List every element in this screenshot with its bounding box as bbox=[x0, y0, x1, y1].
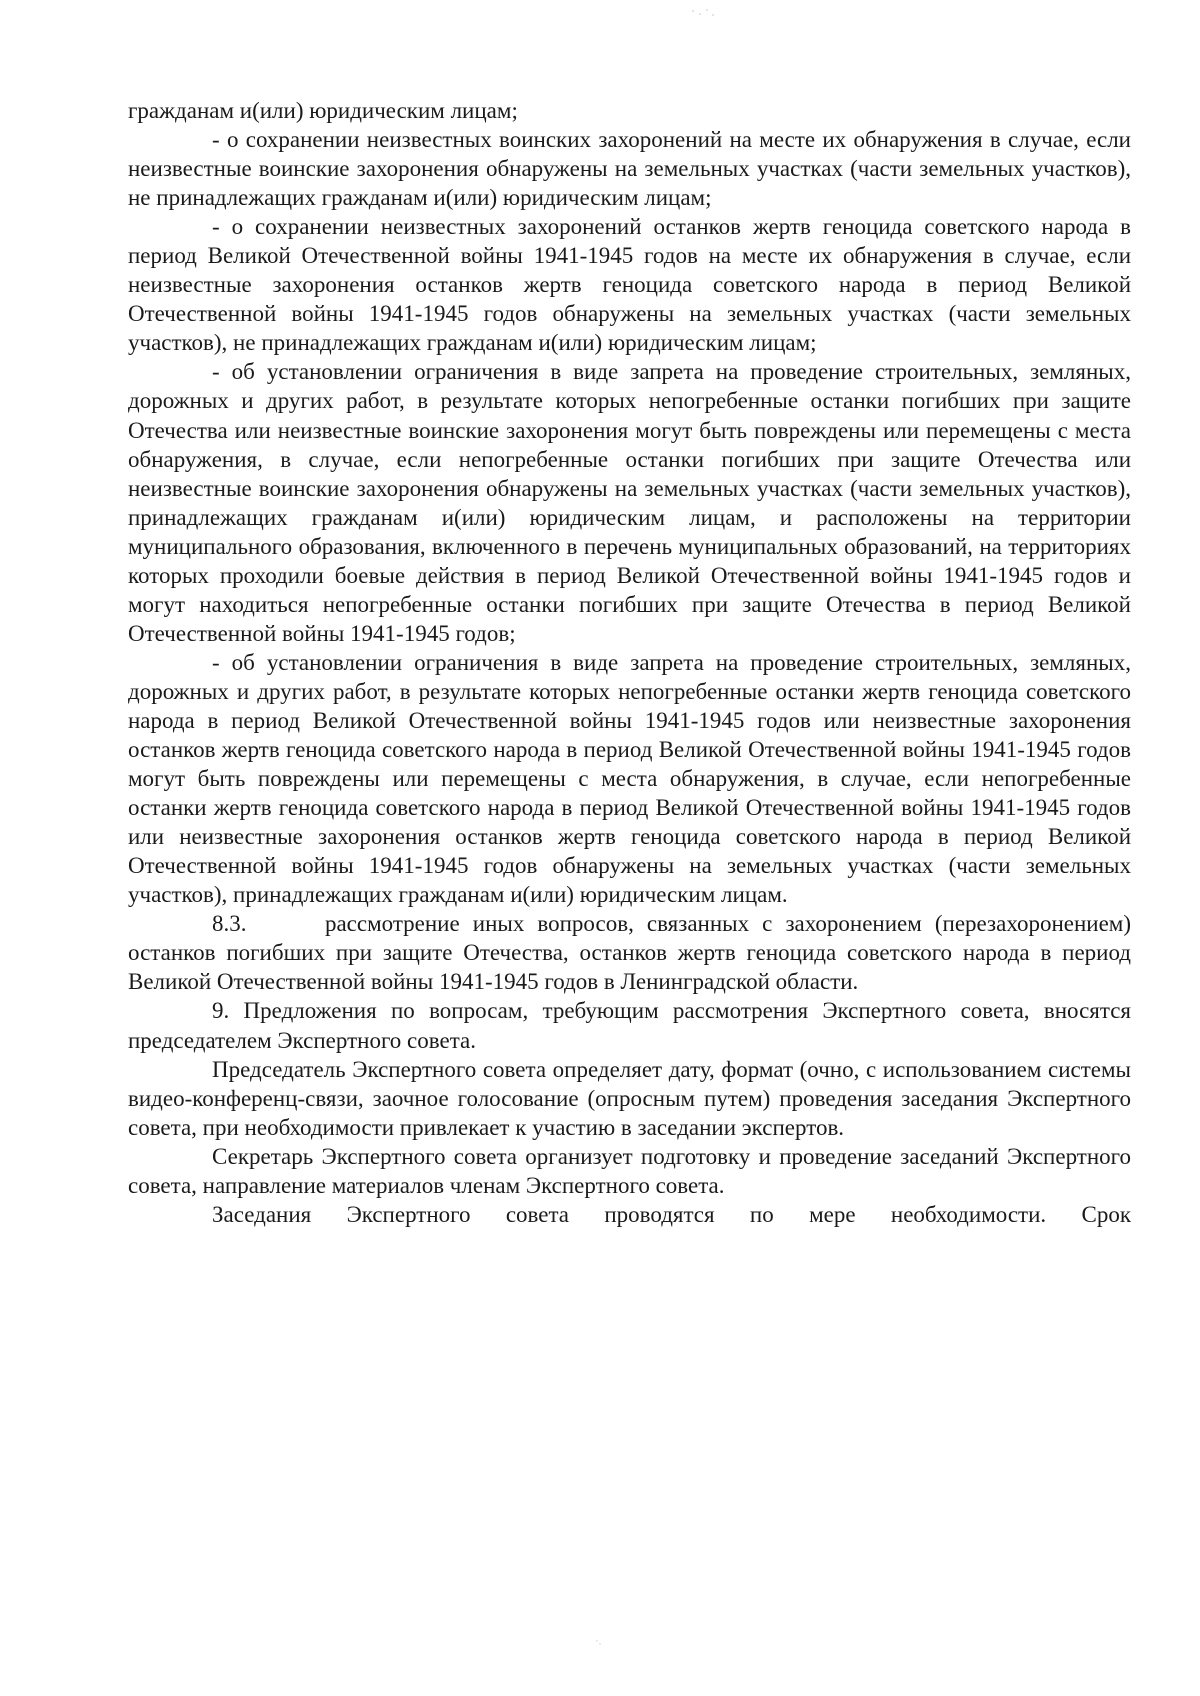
paragraph-restriction-genocide: - об установлении ограничения в виде запрета на проведение строительных, земляных, дорожных и других работ, в результате которых непогребенные останки жертв геноцида советского народа в период Великой Отечественной войны 1941-1945 годов или неизвестные захоронения останков жертв геноцида советского народа в период Великой Отечественной войны 1941-1945 годов могут быть повреждены или перемещены с места обнаружения, в случае, если непогребенные останки жертв геноцида советского народа в период Великой Отечественной войны 1941-1945 годов или неизвестные захоронения останков жертв геноцида советского народа в период Великой Отечественной войны 1941-1945 годов обнаружены на земельных участках (части земельных участков), принадлежащих гражданам и(или) юридическим лицам. bbox=[128, 649, 1131, 908]
scan-artifact bbox=[690, 8, 718, 18]
document-body bbox=[128, 96, 1137, 1229]
paragraph-chairman: Председатель Экспертного совета определяет дату, формат (очно, с использованием системы видео-конференц-связи, заочное голосование (опросным путем) проведения заседания Экспертного совета, при необходимости привлекает к участию в заседании экспертов. bbox=[128, 1056, 1131, 1140]
paragraph-secretary: Секретарь Экспертного совета организует подготовку и проведение заседаний Экспертного совета, направление материалов членам Экспертного совета. bbox=[128, 1143, 1131, 1198]
scan-artifact-bottom bbox=[596, 1640, 602, 1646]
paragraph-restriction-defenders: - об установлении ограничения в виде запрета на проведение строительных, земляных, дорожных и других работ, в результате которых непогребенные останки погибших при защите Отечества или неизвестные воинские захоронения могут быть повреждены или перемещены с места обнаружения, в случае, если непогребенные останки погибших при защите Отечества или неизвестные воинские захоронения обнаружены на земельных участках (части земельных участков), принадлежащих гражданам и(или) юридическим лицам, и расположены на территории муниципального образования, включенного в перечень муниципальных образований, на территориях которых проходили боевые действия в период Великой Отечественной войны 1941-1945 годов и могут находиться непогребенные останки погибших при защите Отечества в период Великой Отечественной войны 1941-1945 годов; bbox=[128, 359, 1131, 646]
paragraph-item-8-3: 8.3. рассмотрение иных вопросов, связанных с захоронением (перезахоронением) останков погибших при защите Отечества, останков жертв геноцида советского народа в период Великой Отечественной войны 1941-1945 годов в Ленинградской области. bbox=[128, 911, 1137, 995]
paragraph-genocide-burials: - о сохранении неизвестных захоронений останков жертв геноцида советского народа в период Великой Отечественной войны 1941-1945 годов на месте их обнаружения в случае, если неизвестные захоронения останков жертв геноцида советского народа в период Великой Отечественной войны 1941-1945 годов обнаружены на земельных участках (части земельных участков), не принадлежащих гражданам и(или) юридическим лицам; bbox=[128, 214, 1131, 356]
paragraph-item-9: 9. Предложения по вопросам, требующим рассмотрения Экспертного совета, вносятся председателем Экспертного совета. bbox=[128, 998, 1131, 1053]
paragraph-meetings: Заседания Экспертного совета проводятся по мере необходимости. Срок bbox=[212, 1201, 1131, 1227]
paragraph-military-burials: - о сохранении неизвестных воинских захоронений на месте их обнаружения в случае, если неизвестные воинские захоронения обнаружены на земельных участках (части земельных участков), не принадлежащих гражданам и(или) юридическим лицам; bbox=[128, 127, 1131, 211]
paragraph-continuation: гражданам и(или) юридическим лицам; bbox=[128, 98, 518, 123]
